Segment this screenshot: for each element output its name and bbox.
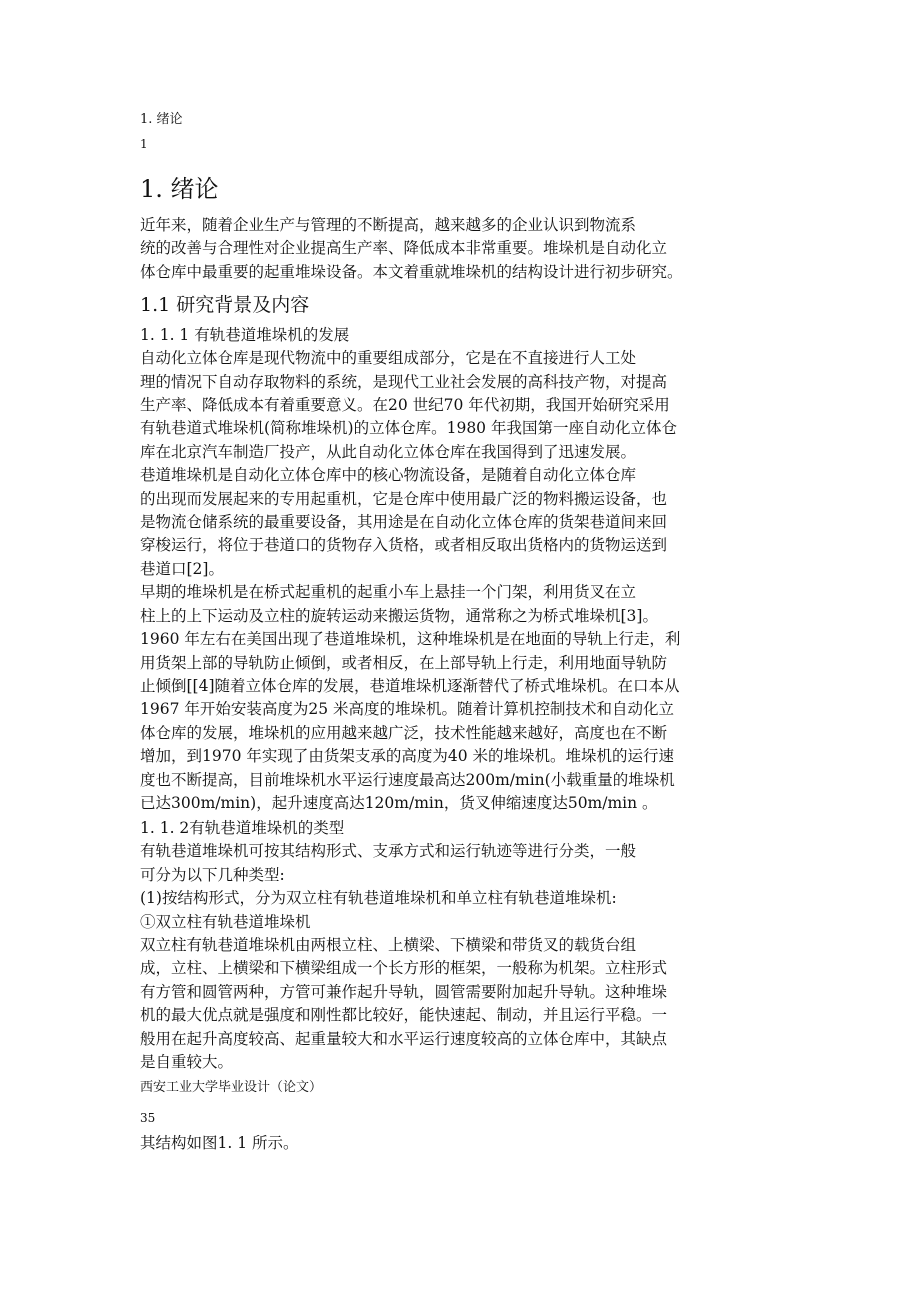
- section-title-1-1: 1.1 研究背景及内容: [140, 294, 310, 317]
- subsection-title-1-1-2: 1. 1. 2有轨巷道堆垛机的类型: [140, 819, 345, 838]
- paragraph-structure-types: [140, 887, 780, 910]
- text-line: 穿梭运行，将位于巷道口的货物存入货格，或者相反取出货格内的货物运送到: [140, 536, 668, 555]
- text-line: 用货架上部的导轨防止倾倒，或者相反，在上部导轨上行走，利用地面导轨防: [140, 653, 668, 672]
- text-line: (1)按结构形式，分为双立柱有轨巷道堆垛机和单立柱有轨巷道堆垛机:: [140, 889, 617, 908]
- paragraph-classification: [140, 840, 780, 887]
- text-line: 巷道口[2]。: [140, 559, 224, 578]
- text-line: 可分为以下几种类型:: [140, 865, 285, 884]
- text-line: 机的最大优点就是强度和刚性都比较好，能快速起、制动，并且运行平稳。一: [140, 1006, 668, 1025]
- text-line: 止倾倒[[4]随着立体仓库的发展，巷道堆垛机逐渐替代了桥式堆垛机。在口本从: [140, 676, 680, 695]
- text-line: 自动化立体仓库是现代物流中的重要组成部分，它是在不直接进行人工处: [140, 349, 637, 368]
- running-header: 1. 绪论: [140, 112, 183, 127]
- text-line: 早期的堆垛机是在桥式起重机的起重小车上悬挂一个门架，利用货叉在立: [140, 583, 637, 602]
- paragraph-stacker-history: [140, 581, 780, 815]
- text-line: 已达300m/min)，起升速度高达120m/min，货叉伸缩速度达50m/min 。: [140, 793, 658, 812]
- chapter-title: 1. 绪论: [140, 175, 219, 203]
- text-line: 1967 年开始安装高度为25 米高度的堆垛机。随着计算机控制技术和自动化立: [140, 700, 675, 719]
- footer-page-number: 35: [140, 1111, 156, 1126]
- text-line: ①双立柱有轨巷道堆垛机: [140, 912, 311, 931]
- document-page: [140, 110, 780, 1155]
- text-line: 柱上的上下运动及立柱的旋转运动来搬运货物，通常称之为桥式堆垛机[3]。: [140, 606, 658, 625]
- paragraph-stacker-core: [140, 464, 780, 581]
- text-line: 巷道堆垛机是自动化立体仓库中的核心物流设备，是随着自动化立体仓库: [140, 466, 637, 485]
- paragraph-double-column-detail: [140, 934, 780, 1074]
- text-line: 库在北京汽车制造厂投产，从此自动化立体仓库在我国得到了迅速发展。: [140, 442, 637, 461]
- text-line: 近年来，随着企业生产与管理的不断提高，越来越多的企业认识到物流系: [140, 216, 637, 234]
- text-line: 有方管和圆管两种，方管可兼作起升导轨，圆管需要附加起升导轨。这种堆垛: [140, 982, 668, 1001]
- trailing-text: 其结构如图1. 1 所示。: [140, 1134, 299, 1153]
- text-line: 是自重较大。: [140, 1053, 234, 1071]
- text-line: 双立柱有轨巷道堆垛机由两根立柱、上横梁、下横梁和带货叉的载货台组: [140, 935, 637, 954]
- text-line: 的出现而发展起来的专用起重机，它是仓库中使用最广泛的物料搬运设备，也: [140, 489, 668, 508]
- text-line: 度也不断提高，目前堆垛机水平运行速度最高达200m/min(小载重量的堆垛机: [140, 770, 675, 789]
- text-line: 成，立柱、上横梁和下横梁组成一个长方形的框架，一般称为机架。立柱形式: [140, 959, 668, 978]
- footer-school-title: 西安工业大学毕业设计（论文）: [140, 1080, 323, 1096]
- text-line: 统的改善与合理性对企业提高生产率、降低成本非常重要。堆垛机是自动化立: [140, 239, 668, 258]
- chapter-intro-paragraph: [140, 214, 780, 284]
- text-line: 理的情况下自动存取物料的系统，是现代工业社会发展的高科技产物，对提高: [140, 372, 668, 391]
- paragraph-ass-intro: [140, 347, 780, 464]
- text-line: 般用在起升高度较高、起重量较大和水平运行速度较高的立体仓库中，其缺点: [140, 1029, 668, 1048]
- text-line: 有轨巷道式堆垛机(简称堆垛机)的立体仓库。1980 年我国第一座自动化立体仓: [140, 419, 677, 438]
- text-line: 1960 年左右在美国出现了巷道堆垛机，这种堆垛机是在地面的导轨上行走，利: [140, 630, 681, 649]
- paragraph-double-column-heading: [140, 911, 780, 934]
- text-line: 增加，到1970 年实现了由货架支承的高度为40 米的堆垛机。堆垛机的运行速: [140, 747, 675, 766]
- text-line: 生产率、降低成本有着重要意义。在20 世纪70 年代初期，我国开始研究采用: [140, 396, 670, 415]
- text-line: 是物流仓储系统的最重要设备，其用途是在自动化立体仓库的货架巷道间来回: [140, 513, 668, 532]
- page-number-top: 1: [140, 137, 148, 151]
- text-line: 体仓库中最重要的起重堆垛设备。本文着重就堆垛机的结构设计进行初步研究。: [140, 262, 683, 281]
- text-line: 有轨巷道堆垛机可按其结构形式、支承方式和运行轨迹等进行分类，一般: [140, 842, 637, 861]
- text-line: 体仓库的发展，堆垛机的应用越来越广泛，技术性能越来越好，高度也在不断: [140, 723, 668, 742]
- subsection-title-1-1-1: 1. 1. 1 有轨巷道堆垛机的发展: [140, 326, 350, 345]
